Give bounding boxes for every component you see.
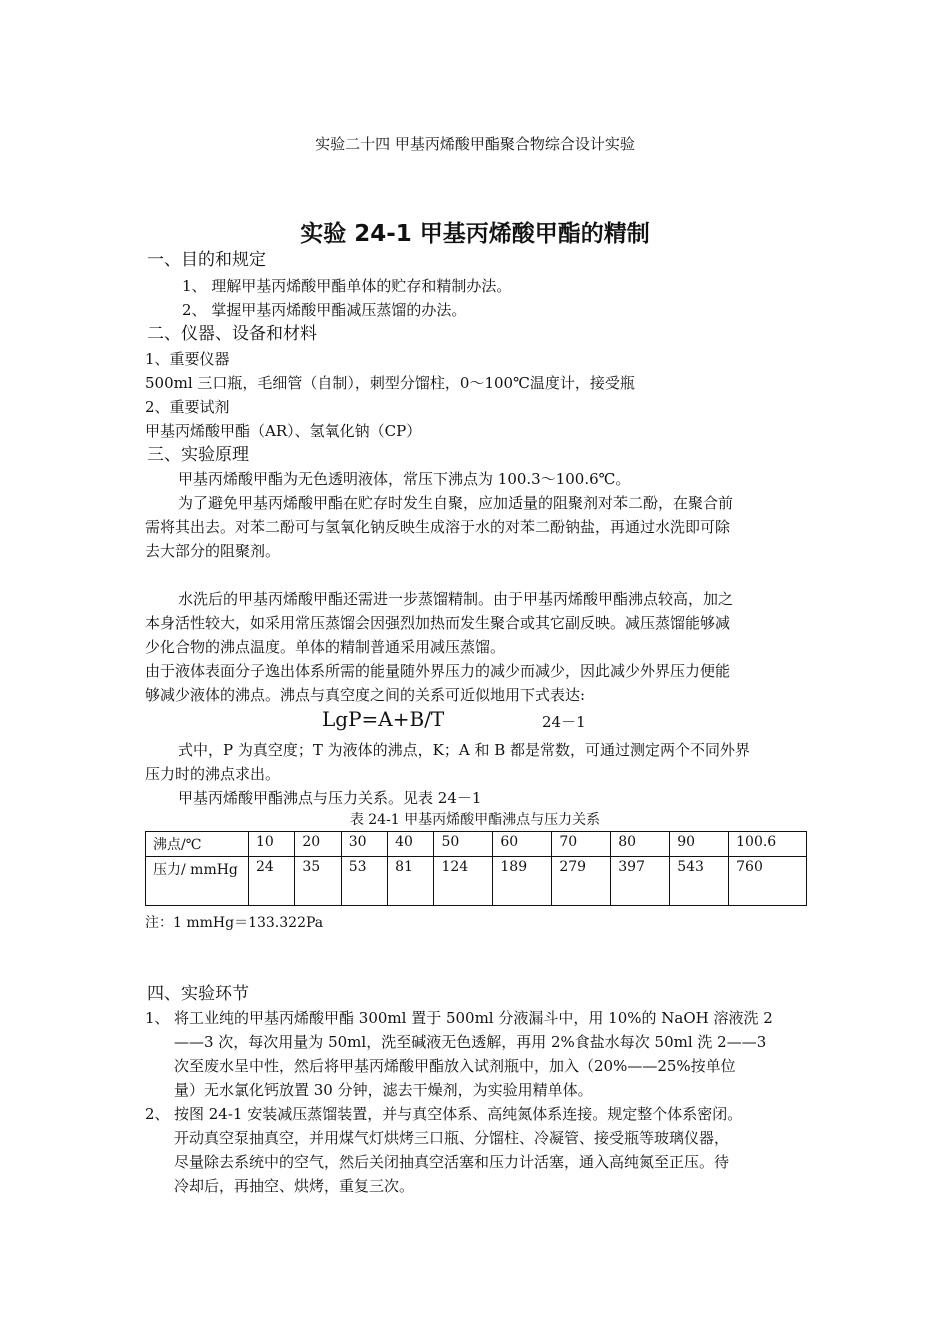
- instrument-list: 500ml 三口瓶，毛细管（自制），刺型分馏柱，0～100℃温度计，接受瓶: [145, 374, 635, 392]
- table-cell: 24: [249, 857, 295, 906]
- table-cell: 81: [388, 857, 434, 906]
- table-cell: 20: [295, 832, 341, 857]
- procedure-line: 按图 24-1 安装减压蒸馏装置，并与真空体系、高纯氮体系连接。规定整个体系密闭。: [174, 1105, 743, 1123]
- table-cell: 189: [493, 857, 552, 906]
- table-cell: 90: [670, 832, 729, 857]
- principle-line: 压力时的沸点求出。: [145, 765, 281, 783]
- formula: LgP=A+B/T: [322, 707, 445, 731]
- principle-line: 由于液体表面分子逸出体系所需的能量随外界压力的减少而减少，因此减少外界压力便能: [145, 662, 731, 680]
- table-cell: 40: [388, 832, 434, 857]
- formula-number: 24－1: [542, 713, 586, 731]
- objective-item: 2、 掌握甲基丙烯酸甲酯减压蒸馏的办法。: [182, 301, 467, 319]
- table-cell: 53: [341, 857, 387, 906]
- table-cell: 35: [295, 857, 341, 906]
- procedure-line: 冷却后，再抽空、烘烤，重复三次。: [174, 1177, 415, 1195]
- procedure-line: 尽量除去系统中的空气，然后关闭抽真空活塞和压力计活塞，通入高纯氮至正压。待: [174, 1153, 730, 1171]
- procedure-line: 将工业纯的甲基丙烯酸甲酯 300ml 置于 500ml 分液漏斗中，用 10%的 NaOH 溶液洗 2: [174, 1009, 773, 1027]
- table-cell: 279: [552, 857, 611, 906]
- table-cell: 60: [493, 832, 552, 857]
- section-title: 实验 24-1 甲基丙烯酸甲酯的精制: [300, 221, 650, 247]
- principle-line: 需将其出去。对苯二酚可与氢氧化钠反映生成溶于水的对苯二酚钠盐，再通过水洗即可除: [145, 518, 731, 536]
- reagent-list: 甲基丙烯酸甲酯（AR）、氢氧化钠（CP）: [145, 422, 422, 440]
- principle-line: 少化合物的沸点温度。单体的精制普通采用减压蒸馏。: [145, 638, 506, 656]
- principle-line: 为了避免甲基丙烯酸甲酯在贮存时发生自聚，应加适量的阻聚剂对苯二酚，在聚合前: [178, 494, 734, 512]
- table-cell: 100.6: [729, 832, 807, 857]
- table-cell: 397: [611, 857, 670, 906]
- principle-line: 式中，P 为真空度；T 为液体的沸点，K；A 和 B 都是常数，可通过测定两个不同外界: [178, 741, 751, 759]
- table-cell: 30: [341, 832, 387, 857]
- heading-principle: 三、实验原理: [147, 445, 249, 465]
- procedure-line: 次至废水呈中性，然后将甲基丙烯酸甲酯放入试剂瓶中，加入（20%——25%按单位: [174, 1057, 736, 1075]
- sub-heading-reagents: 2、重要试剂: [145, 398, 230, 416]
- boiling-point-table: [145, 831, 807, 906]
- table-cell: 50: [434, 832, 493, 857]
- table-cell: 760: [729, 857, 807, 906]
- principle-line: 甲基丙烯酸甲酯为无色透明液体，常压下沸点为 100.3～100.6℃。: [178, 470, 631, 488]
- procedure-line: ——3 次，每次用量为 50ml，洗至碱液无色透解，再用 2%食盐水每次 50ml 洗 2——3: [174, 1033, 767, 1051]
- sub-heading-instruments: 1、重要仪器: [145, 350, 230, 368]
- row-label-pressure: 压力/ mmHg: [146, 857, 249, 906]
- table-row: [146, 857, 807, 906]
- table-caption: 表 24-1 甲基丙烯酸甲酯沸点与压力关系: [349, 812, 601, 828]
- table-cell: 80: [611, 832, 670, 857]
- heading-instruments: 二、仪器、设备和材料: [147, 324, 317, 344]
- procedure-line: 量）无水氯化钙放置 30 分钟，滤去干燥剂，为实验用精单体。: [174, 1081, 593, 1099]
- principle-line: 够减少液体的沸点。沸点与真空度之间的关系可近似地用下式表达:: [145, 686, 586, 704]
- row-label-boiling: 沸点/℃: [146, 832, 249, 857]
- table-row: [146, 832, 807, 857]
- table-cell: 543: [670, 857, 729, 906]
- procedure-number: 1、: [145, 1009, 170, 1027]
- table-cell: 124: [434, 857, 493, 906]
- principle-line: 去大部分的阻聚剂。: [145, 542, 281, 560]
- procedure-number: 2、: [145, 1105, 170, 1123]
- principle-line: 甲基丙烯酸甲酯沸点与压力关系。见表 24－1: [178, 789, 482, 807]
- table-cell: 70: [552, 832, 611, 857]
- objective-item: 1、 理解甲基丙烯酸甲酯单体的贮存和精制办法。: [182, 277, 512, 295]
- principle-line: 水洗后的甲基丙烯酸甲酯还需进一步蒸馏精制。由于甲基丙烯酸甲酯沸点较高，加之: [178, 590, 734, 608]
- document-title: 实验二十四 甲基丙烯酸甲酯聚合物综合设计实验: [315, 135, 635, 153]
- principle-line: 本身活性较大，如采用常压蒸馏会因强烈加热而发生聚合或其它副反映。减压蒸馏能够减: [145, 614, 731, 632]
- table-note: 注：1 mmHg＝133.322Pa: [145, 915, 324, 931]
- procedure-line: 开动真空泵抽真空，并用煤气灯烘烤三口瓶、分馏柱、冷凝管、接受瓶等玻璃仪器，: [174, 1129, 730, 1147]
- heading-procedure: 四、实验环节: [147, 984, 249, 1004]
- table-cell: 10: [249, 832, 295, 857]
- heading-objectives: 一、目的和规定: [147, 250, 266, 270]
